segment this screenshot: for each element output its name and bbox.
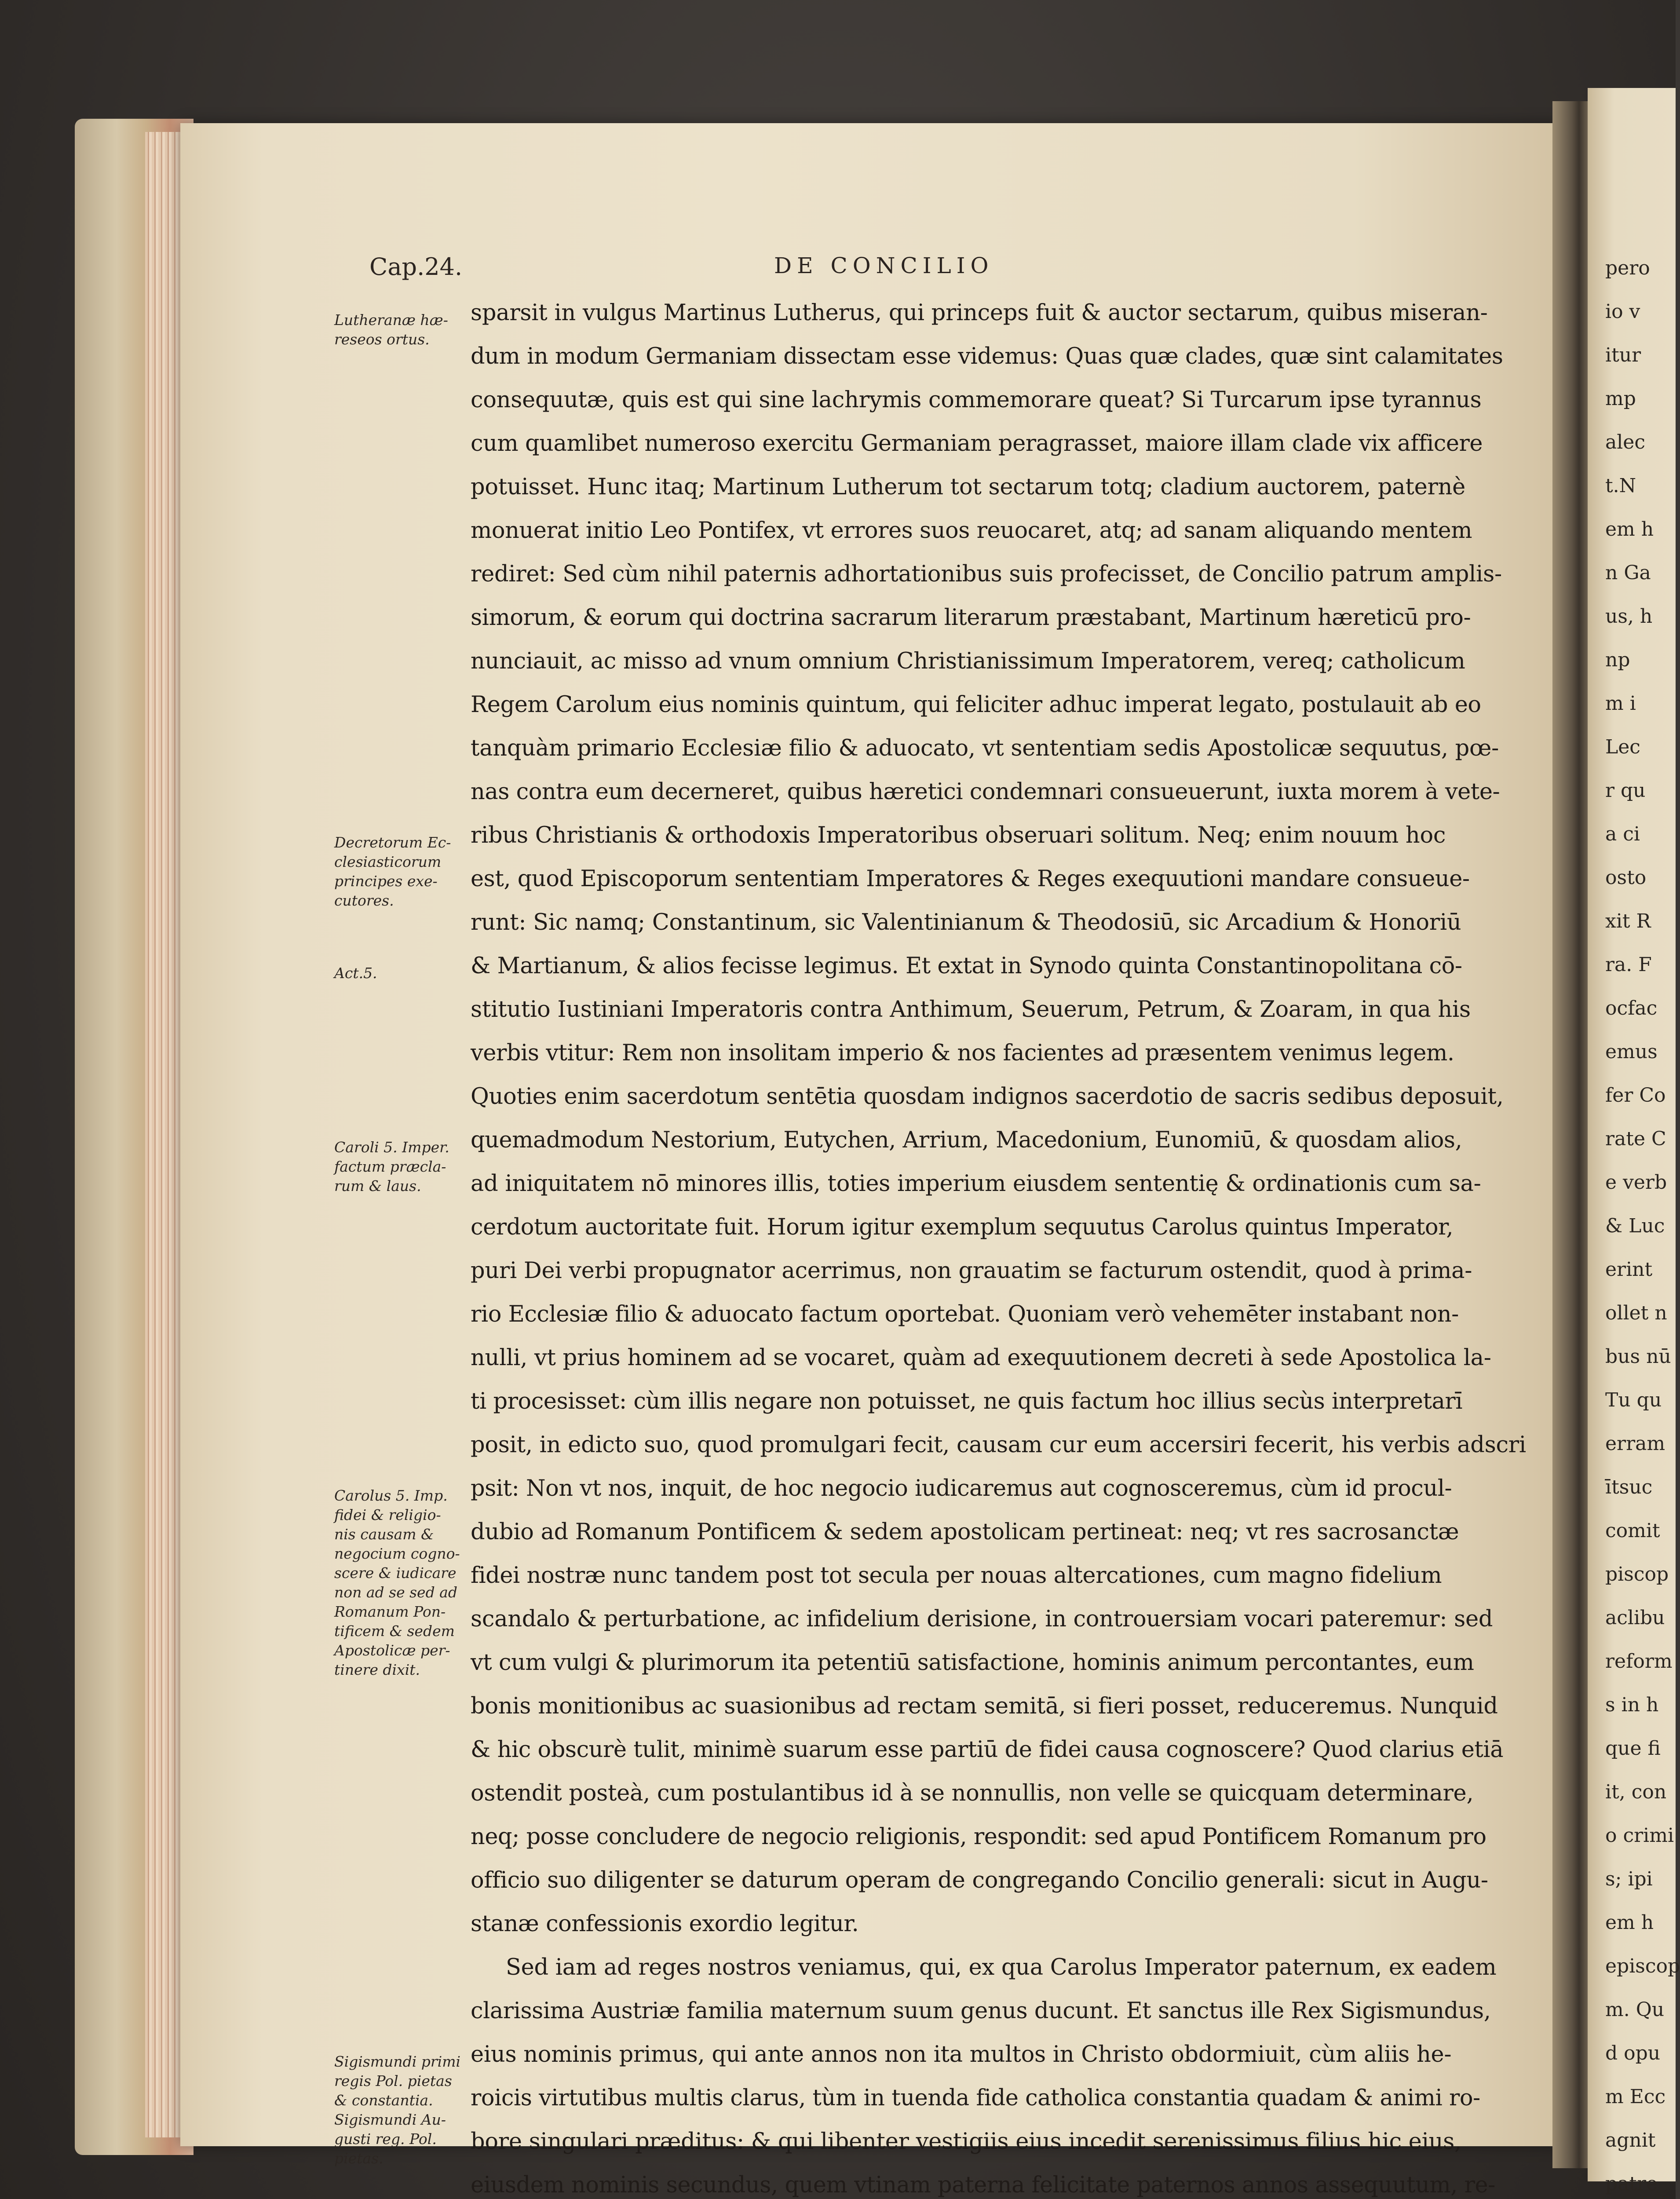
margin-note-line: principes exe-: [334, 873, 438, 890]
margin-note-line: scere & iudicare: [334, 1564, 457, 1582]
margin-note-line: factum præcla-: [334, 1158, 446, 1175]
facing-page-fragment: us, h: [1605, 605, 1653, 628]
facing-page-fragment: em h: [1605, 1911, 1654, 1934]
facing-page-fragment: piscop: [1605, 1563, 1669, 1585]
facing-page-fragment: n Ga: [1605, 562, 1651, 584]
facing-page-fragment: em h: [1605, 518, 1654, 541]
margin-note-line: clesiasticorum: [334, 853, 442, 870]
facing-page-fragment: Lec: [1605, 736, 1640, 758]
margin-note-line: Apostolicæ per-: [334, 1642, 450, 1659]
facing-page-fragment: ollet n: [1605, 1302, 1667, 1324]
text-line: rediret: Sed cùm nihil paternis adhortationibus suis profecisset, de Concilio patrum amplis-: [471, 561, 1502, 587]
facing-page-fragment: Tu qu: [1605, 1389, 1662, 1411]
facing-page-fragment: d opu: [1605, 2042, 1661, 2064]
facing-page-fragment: reform: [1605, 1650, 1673, 1673]
margin-note-line: Decretorum Ec-: [334, 834, 451, 851]
margin-note-line: non ad se sed ad: [334, 1584, 457, 1601]
facing-page-fragment: t.N: [1605, 475, 1636, 497]
text-line: sparsit in vulgus Martinus Lutherus, qui princeps fuit & auctor sectarum, quibus miseran-: [471, 300, 1488, 326]
text-line: roicis virtutibus multis clarus, tùm in tuenda fide catholica constantia quadam & animi ro-: [471, 2085, 1480, 2111]
text-line: quemadmodum Nestorium, Eutychen, Arrium, Macedonium, Eunomiū, & quosdam alios,: [471, 1127, 1462, 1153]
text-line: clarissima Austriæ familia maternum suum genus ducunt. Et sanctus ille Rex Sigismundus,: [471, 1998, 1491, 2024]
text-line: potuisset. Hunc itaq; Martinum Lutherum tot sectarum totq; cladium auctorem, paternè: [471, 474, 1465, 500]
margin-note: [334, 310, 448, 349]
facing-page-fragment: ocfac: [1605, 997, 1658, 1019]
text-line: ostendit posteà, cum postulantibus id à se nonnullis, non velle se quicquam determinare,: [471, 1780, 1474, 1806]
margin-note-line: gusti reg. Pol.: [334, 2130, 437, 2148]
facing-page-fragment: fer Co: [1605, 1084, 1666, 1107]
text-line: cerdotum auctoritate fuit. Horum igitur exemplum sequutus Carolus quintus Imperator,: [471, 1214, 1454, 1240]
facing-page-fragment: ra. F: [1605, 953, 1652, 976]
text-line: Regem Carolum eius nominis quintum, qui feliciter adhuc imperat legato, postulauit ab eo: [471, 692, 1481, 718]
margin-note-line: Lutheranæ hæ-: [334, 311, 448, 329]
margin-note-line: negocium cogno-: [334, 1545, 460, 1562]
text-line: & hic obscurè tulit, minimè suarum esse partiū de fidei causa cognoscere? Quod clarius etiā: [471, 1737, 1504, 1763]
text-line: bonis monitionibus ac suasionibus ad rectam semitā, si fieri posset, reduceremus. Nunquid: [471, 1693, 1498, 1719]
text-line: eiusdem nominis secundus, quem vtinam paterna felicitate paternos annos assequutum, re-: [471, 2172, 1495, 2198]
running-head: DE CONCILIO: [774, 253, 994, 278]
margin-note-line: Romanum Pon-: [334, 1603, 446, 1620]
margin-note-line: regis Pol. pietas: [334, 2072, 452, 2089]
text-line: psit: Non vt nos, inquit, de hoc negocio iudicaremus aut cognosceremus, cùm id procul-: [471, 1476, 1452, 1501]
facing-page-fragment: comit: [1605, 1520, 1660, 1542]
facing-page-fragment: io v: [1605, 300, 1640, 323]
facing-page-fragment: episcop: [1605, 1955, 1680, 1977]
facing-page-fragment: & Luc: [1605, 1215, 1665, 1237]
facing-page-fragment: e verb: [1605, 1171, 1667, 1194]
margin-note-line: tinere dixit.: [334, 1661, 420, 1678]
facing-page-fragment: it, con: [1605, 1781, 1667, 1803]
text-line: vt cum vulgi & plurimorum ita petentiū satisfactione, hominis animum percontantes, eum: [471, 1650, 1474, 1676]
margin-note-line: Caroli 5. Imper.: [334, 1139, 449, 1156]
facing-page-fragment: a ci: [1605, 823, 1640, 845]
facing-page-fragment: s; ipi: [1605, 1868, 1653, 1890]
facing-page-fragment: que fi: [1605, 1737, 1661, 1760]
facing-page-fragment: m Ecc: [1605, 2086, 1666, 2108]
facing-page-fragment: erint: [1605, 1258, 1653, 1281]
facing-page-fragment: agnit: [1605, 2129, 1656, 2152]
margin-note: [334, 964, 377, 983]
margin-note-line: & constantia.: [334, 2092, 433, 2109]
text-line: tanquàm primario Ecclesiæ filio & aduocato, vt sententiam sedis Apostolicæ sequutus, pœ-: [471, 735, 1499, 761]
text-line: dum in modum Germaniam dissectam esse videmus: Quas quæ clades, quæ sint calamitates: [471, 343, 1503, 369]
text-line: ad iniquitatem nō minores illis, toties imperium eiusdem sententię & ordinationis cum sa-: [471, 1171, 1481, 1197]
facing-page-fragment: o crimi: [1605, 1824, 1674, 1847]
facing-page-fragment: ītsuc: [1605, 1476, 1653, 1498]
text-line: Quoties enim sacerdotum sentētia quosdam indignos sacerdotio de sacris sedibus deposuit,: [471, 1084, 1504, 1110]
body-text: [471, 291, 1526, 2199]
facing-page-fragment: patre: [1605, 2173, 1658, 2195]
text-line: officio suo diligenter se daturum operam de congregando Concilio generali: sicut in Augu-: [471, 1867, 1488, 1893]
facing-page-fragment: xit R: [1605, 910, 1651, 932]
text-line: posit, in edicto suo, quod promulgari fecit, causam cur eum accersiri fecerit, his verbis adscri: [471, 1432, 1526, 1458]
text-line: consequutæ, quis est qui sine lachrymis commemorare queat? Si Turcarum ipse tyrannus: [471, 387, 1482, 413]
text-line: monuerat initio Leo Pontifex, vt errores suos reuocaret, atq; ad sanam aliquando mentem: [471, 518, 1472, 544]
margin-note-line: fidei & religio-: [334, 1506, 441, 1523]
facing-page-fragment: mp: [1605, 387, 1636, 410]
facing-page: [1588, 88, 1680, 2195]
facing-page-fragment: emus: [1605, 1041, 1658, 1063]
margin-note-line: rum & laus.: [334, 1177, 421, 1194]
facing-page-fragment: s in h: [1605, 1694, 1659, 1716]
facing-page-fragment: itur: [1605, 344, 1641, 366]
text-line: & Martianum, & alios fecisse legimus. Et extat in Synodo quinta Constantinopolitana cō-: [471, 953, 1462, 979]
facing-page-fragment: alec: [1605, 431, 1645, 453]
page-header: [369, 253, 1438, 288]
margin-note-line: cutores.: [334, 892, 394, 909]
text-line: eius nominis primus, qui ante annos non ita multos in Christo obdormiuit, cùm aliis he-: [471, 2042, 1452, 2067]
chapter-number: Cap.24.: [369, 253, 463, 281]
margin-note-line: Carolus 5. Imp.: [334, 1487, 448, 1504]
text-line: puri Dei verbi propugnator acerrimus, non grauatim se facturum ostendit, quod à prima-: [471, 1258, 1472, 1284]
text-line: stanæ confessionis exordio legitur.: [471, 1911, 859, 1937]
margin-note: [334, 2052, 460, 2168]
text-line: nulli, vt prius hominem ad se vocaret, quàm ad exequutionem decreti à sede Apostolica la-: [471, 1345, 1491, 1371]
facing-page-fragment: pero: [1605, 257, 1650, 279]
text-line: est, quod Episcoporum sententiam Imperatores & Reges exequutioni mandare consueue-: [471, 866, 1470, 892]
facing-page-fragment: bus nū: [1605, 1345, 1671, 1368]
margin-note-line: nis causam &: [334, 1526, 434, 1543]
margin-note-line: tificem & sedem: [334, 1622, 455, 1640]
margin-note-line: Act.5.: [334, 964, 377, 982]
text-line: neq; posse concludere de negocio religionis, respondit: sed apud Pontificem Romanum pro: [471, 1824, 1486, 1850]
facing-page-fragment: erram: [1605, 1432, 1665, 1455]
margin-note: [334, 1138, 449, 1196]
text-line: cum quamlibet numeroso exercitu Germaniam peragrasset, maiore illam clade vix afficere: [471, 431, 1483, 457]
text-line: nunciauit, ac misso ad vnum omnium Christianissimum Imperatorem, vereq; catholicum: [471, 648, 1465, 674]
facing-page-text: [1588, 88, 1680, 2199]
text-line: bore singulari præditus: & qui libenter vestigiis eius incedit serenissimus filius hic eius,: [471, 2129, 1461, 2155]
text-line: nas contra eum decerneret, quibus hæretici condemnari consueuerunt, iuxta morem à vete-: [471, 779, 1500, 805]
text-line: ribus Christianis & orthodoxis Imperatoribus obseruari solitum. Neq; enim nouum hoc: [471, 822, 1446, 848]
text-line: runt: Sic namq; Constantinum, sic Valentinianum & Theodosiū, sic Arcadium & Honoriū: [471, 910, 1461, 935]
text-line: scandalo & perturbatione, ac infidelium derisione, in controuersiam vocari pateremur: sed: [471, 1606, 1493, 1632]
text-line: Sed iam ad reges nostros veniamus, qui, ex qua Carolus Imperator paternum, ex eadem: [506, 1954, 1497, 1980]
facing-page-fragment: m i: [1605, 692, 1636, 715]
text-line: dubio ad Romanum Pontificem & sedem apostolicam pertineat: neq; vt res sacrosanctæ: [471, 1519, 1459, 1545]
facing-page-fragment: r qu: [1605, 779, 1646, 802]
text-line: stitutio Iustiniani Imperatoris contra Anthimum, Seuerum, Petrum, & Zoaram, in qua his: [471, 997, 1471, 1023]
text-line: rio Ecclesiæ filio & aduocato factum oportebat. Quoniam verò vehemēter instabant non-: [471, 1301, 1459, 1327]
margin-note-line: pietas.: [334, 2150, 383, 2167]
margin-note-line: reseos ortus.: [334, 331, 430, 348]
margin-note-line: Sigismundi primi: [334, 2053, 461, 2070]
margin-note: [334, 833, 451, 910]
text-line: fidei nostræ nunc tandem post tot secula per nouas altercationes, cum magno fidelium: [471, 1563, 1442, 1589]
text-line: simorum, & eorum qui doctrina sacrarum literarum præstabant, Martinum hæreticū pro-: [471, 605, 1471, 631]
text-line: ti procesisset: cùm illis negare non potuisset, ne quis factum hoc illius secùs interpretarī: [471, 1388, 1463, 1414]
facing-page-fragment: aclibu: [1605, 1607, 1665, 1629]
facing-page-fragment: osto: [1605, 866, 1647, 889]
text-line: verbis vtitur: Rem non insolitam imperio & nos facientes ad præsentem venimus legem.: [471, 1040, 1454, 1066]
margin-note: [334, 1486, 460, 1680]
facing-page-fragment: np: [1605, 649, 1630, 671]
facing-page-fragment: rate C: [1605, 1128, 1666, 1150]
margin-note-line: Sigismundi Au-: [334, 2111, 446, 2128]
facing-page-fragment: m. Qu: [1605, 1998, 1665, 2021]
